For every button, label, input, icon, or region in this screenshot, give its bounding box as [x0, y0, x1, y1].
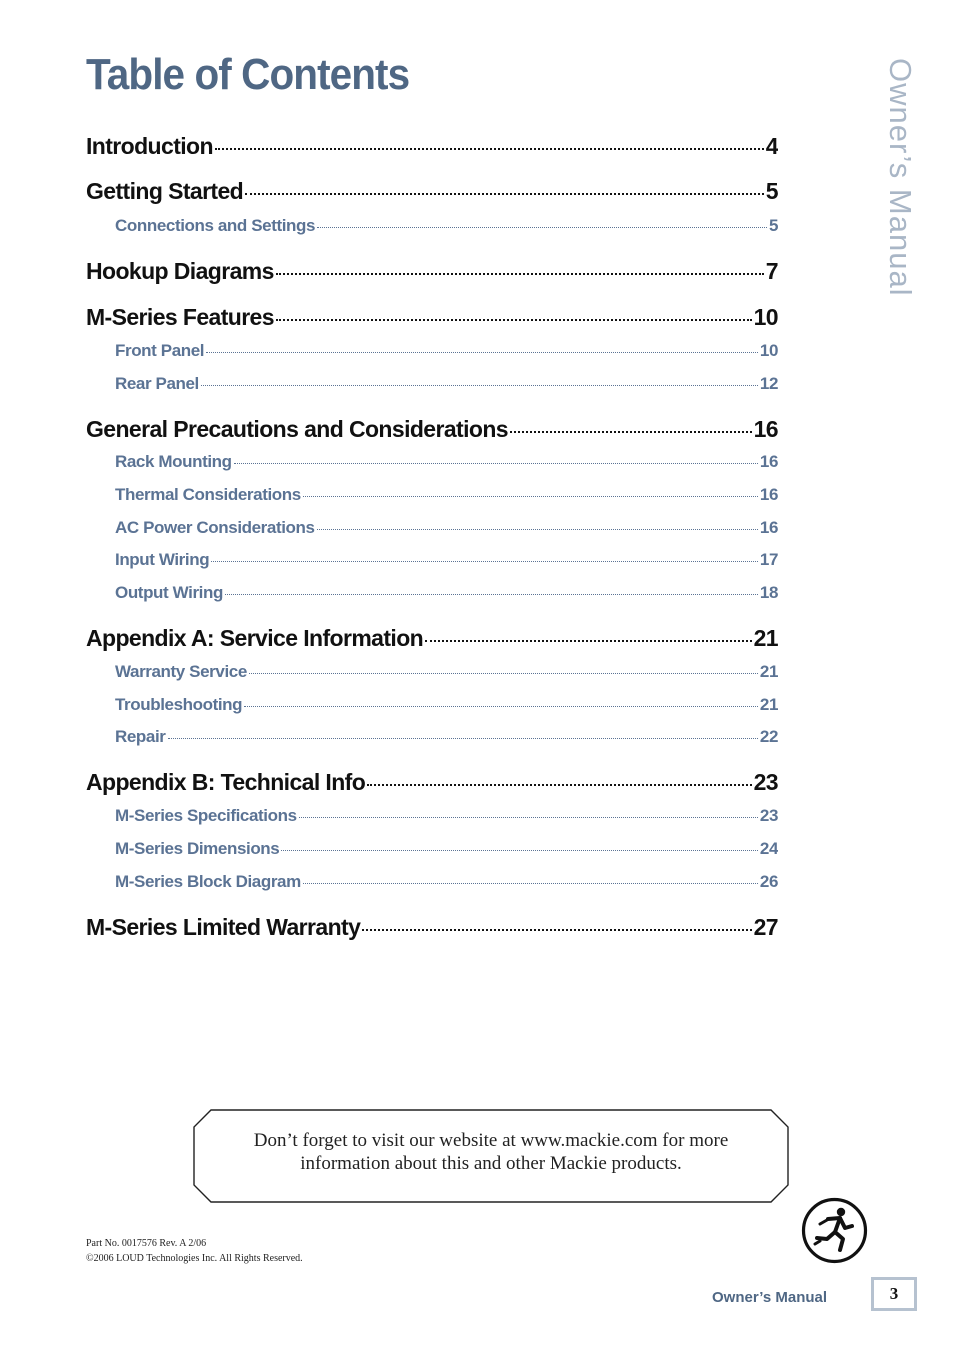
- page-title: Table of Contents: [86, 50, 410, 99]
- toc-entry-label: Connections and Settings: [115, 216, 316, 235]
- toc-entry-page: 5: [768, 216, 778, 235]
- toc-entry-page: 26: [759, 872, 778, 891]
- toc-entry-label: Appendix B: Technical Info: [86, 769, 366, 795]
- toc-entry-page: 27: [753, 914, 778, 940]
- toc-entry-general-precautions[interactable]: [86, 416, 778, 443]
- toc-entry-label: M-Series Block Diagram: [115, 872, 301, 891]
- toc-entry-label: Front Panel: [115, 341, 205, 360]
- dot-leader: [276, 319, 752, 321]
- toc-entry-page: 21: [759, 695, 778, 714]
- notice-text: [193, 1129, 789, 1175]
- toc-entry-label: Appendix A: Service Information: [86, 625, 424, 651]
- toc-entry-page: 5: [765, 178, 778, 204]
- toc-entry-page: 10: [753, 304, 778, 330]
- dot-leader: [281, 850, 758, 851]
- toc-entry-label: M-Series Specifications: [115, 806, 297, 825]
- dot-leader: [168, 738, 758, 739]
- toc-entry-label: AC Power Considerations: [115, 518, 315, 537]
- part-number: Part No. 0017576 Rev. A 2/06: [86, 1238, 207, 1249]
- toc-entry-page: 4: [765, 133, 778, 159]
- toc-entry-page: 12: [759, 374, 778, 393]
- toc-entry-rack-mounting[interactable]: [115, 452, 778, 472]
- page-number-box: [871, 1277, 917, 1311]
- toc-entry-front-panel[interactable]: [115, 341, 778, 361]
- toc-entry-output-wiring[interactable]: [115, 583, 778, 603]
- toc-entry-hookup-diagrams[interactable]: [86, 258, 778, 285]
- toc-entry-label: Warranty Service: [115, 662, 247, 681]
- dot-leader: [211, 561, 758, 562]
- toc-entry-introduction[interactable]: [86, 133, 778, 160]
- toc-entry-label: Getting Started: [86, 178, 244, 204]
- toc-entry-page: 21: [753, 625, 778, 651]
- toc-entry-repair[interactable]: [115, 727, 778, 747]
- copyright: ©2006 LOUD Technologies Inc. All Rights Reserved.: [86, 1253, 303, 1264]
- toc-entry-label: Troubleshooting: [115, 695, 243, 714]
- dot-leader: [317, 227, 767, 228]
- toc-entry-m-series-block-diagram[interactable]: [115, 872, 778, 892]
- side-label: Owner’s Manual: [883, 58, 918, 297]
- toc-entry-label: Input Wiring: [115, 550, 210, 569]
- toc-entry-label: Repair: [115, 727, 166, 746]
- toc-entry-page: 16: [759, 518, 778, 537]
- mackie-runner-logo-icon: [801, 1197, 868, 1264]
- toc-entry-label: M-Series Features: [86, 304, 274, 330]
- toc-entry-page: 16: [753, 416, 778, 442]
- dot-leader: [215, 148, 764, 150]
- toc-entry-appendix-b[interactable]: [86, 769, 778, 796]
- notice-line-2: information about this and other Mackie products.: [300, 1153, 682, 1174]
- toc-entry-m-series-features[interactable]: [86, 304, 778, 331]
- dot-leader: [303, 496, 758, 497]
- toc-entry-page: 7: [765, 258, 778, 284]
- dot-leader: [244, 706, 758, 707]
- dot-leader: [206, 352, 758, 353]
- toc-entry-warranty-service[interactable]: [115, 662, 778, 682]
- dot-leader: [245, 193, 764, 195]
- toc-entry-limited-warranty[interactable]: [86, 914, 778, 941]
- dot-leader: [367, 784, 751, 786]
- website-notice-box: [193, 1109, 789, 1203]
- toc-entry-connections-and-settings[interactable]: [115, 216, 778, 236]
- toc-entry-page: 23: [759, 806, 778, 825]
- dot-leader: [425, 640, 752, 642]
- toc-entry-page: 10: [759, 341, 778, 360]
- toc-entry-input-wiring[interactable]: [115, 550, 778, 570]
- notice-line-1: Don’t forget to visit our website at www.mackie.com for more: [253, 1130, 729, 1151]
- toc-entry-label: Hookup Diagrams: [86, 258, 274, 284]
- dot-leader: [234, 463, 758, 464]
- toc-entry-page: 16: [759, 452, 778, 471]
- toc-entry-page: 24: [759, 839, 778, 858]
- toc-entry-label: Rear Panel: [115, 374, 199, 393]
- toc-entry-label: General Precautions and Considerations: [86, 416, 508, 442]
- page-number: 3: [874, 1280, 914, 1308]
- toc-entry-label: Thermal Considerations: [115, 485, 301, 504]
- dot-leader: [317, 529, 758, 530]
- dot-leader: [303, 883, 758, 884]
- toc-entry-label: Output Wiring: [115, 583, 223, 602]
- toc-entry-appendix-a[interactable]: [86, 625, 778, 652]
- toc-entry-thermal-considerations[interactable]: [115, 485, 778, 505]
- footer-label: Owner’s Manual: [712, 1289, 828, 1306]
- dot-leader: [510, 431, 752, 433]
- toc-entry-page: 23: [753, 769, 778, 795]
- dot-leader: [225, 594, 758, 595]
- toc-entry-label: M-Series Limited Warranty: [86, 914, 361, 940]
- toc-entry-page: 17: [759, 550, 778, 569]
- toc-entry-rear-panel[interactable]: [115, 374, 778, 394]
- toc-entry-getting-started[interactable]: [86, 178, 778, 205]
- toc-entry-troubleshooting[interactable]: [115, 695, 778, 715]
- toc-entry-m-series-dimensions[interactable]: [115, 839, 778, 859]
- dot-leader: [276, 273, 764, 275]
- toc-entry-page: 21: [759, 662, 778, 681]
- toc-entry-label: M-Series Dimensions: [115, 839, 280, 858]
- toc-entry-m-series-specifications[interactable]: [115, 806, 778, 826]
- toc-entry-page: 18: [759, 583, 778, 602]
- part-info: [86, 1236, 303, 1266]
- dot-leader: [201, 385, 758, 386]
- dot-leader: [362, 929, 751, 931]
- dot-leader: [299, 817, 758, 818]
- dot-leader: [249, 673, 758, 674]
- toc-entry-label: Rack Mounting: [115, 452, 232, 471]
- toc-entry-ac-power-considerations[interactable]: [115, 518, 778, 538]
- toc-entry-label: Introduction: [86, 133, 213, 159]
- toc-entry-page: 16: [759, 485, 778, 504]
- toc-entry-page: 22: [759, 727, 778, 746]
